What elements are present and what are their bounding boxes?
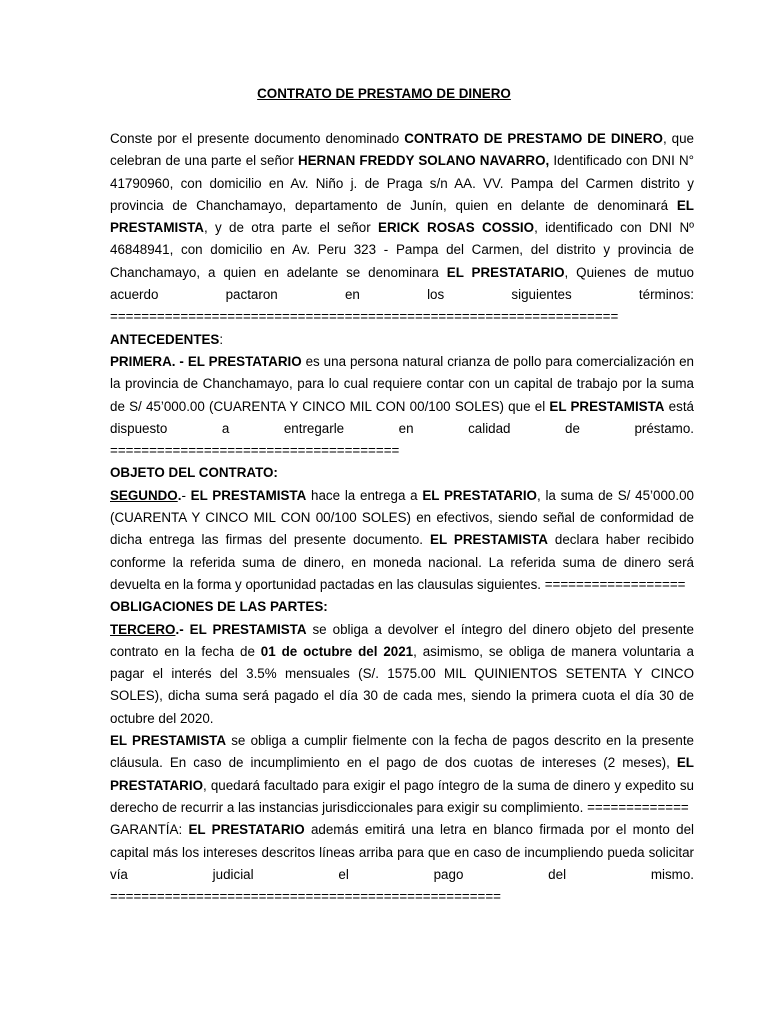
intro-paragraph: Conste por el presente documento denominado CONTRATO DE PRESTAMO DE DINERO, que celebran de una parte el señor HERNAN FREDDY SOLANO NAVARRO, Identificado con DNI N° 41790960, con domicilio en Av. Niño j. de Praga s/n AA. VV. Pampa del Carmen distrito y provincia de Chanchamayo, departamento de Junín, quien en delante de denominará EL PRESTAMISTA, y de otra parte el señor ERICK ROSAS COSSIO, identificado con DNI Nº 46848941, con domicilio en Av. Peru 323 - Pampa del Carmen, del distrito y provincia de Chanchamayo, a quien en adelante se denominara EL PRESTATARIO, Quienes de mutuo acuerdo pactaron en los siguientes términos: [110, 131, 695, 303]
separator-line: ===================================== [110, 443, 400, 459]
clause-tercero-continued: EL PRESTAMISTA se obliga a cumplir fielmente con la fecha de pagos descrito en la presente cláusula. En caso de incumplimiento en el pago de dos cuotas de intereses (2 meses), EL PRESTATARIO, quedará facultado para exigir el pago íntegro de la suma de dinero y expedito su derecho de recurrir a las instancias jurisdiccionales para exigir su complimiento. ============= [110, 733, 694, 815]
clause-garantia: GARANTÍA: EL PRESTATARIO además emitirá una letra en blanco firmada por el monto del capital más los intereses descritos líneas arriba para que en caso de incumpliendo pueda solicitar vía judicial el pago del mismo. [110, 822, 694, 882]
separator-line: ================================================== [110, 889, 501, 905]
document-body [110, 128, 694, 908]
document-title: CONTRATO DE PRESTAMO DE DINERO [257, 86, 511, 101]
antecedentes-heading: ANTECEDENTES: [110, 331, 224, 347]
clause-tercero: TERCERO.- EL PRESTAMISTA se obliga a devolver el íntegro del dinero objeto del presente contrato en la fecha de 01 de octubre del 2021, asimismo, se obliga de manera voluntaria a pagar el interés del 3.5% mensuales (S/. 1575.00 MIL QUINIENTOS SETENTA Y CINCO SOLES), dicha suma será pagado el día 30 de cada mes, siendo la primera cuota el día 30 de octubre del 2020. [110, 621, 694, 726]
clause-segundo: SEGUNDO.- EL PRESTAMISTA hace la entrega a EL PRESTATARIO, la suma de S/ 45’000.00 (CUARENTA Y CINCO MIL CON 00/100 SOLES) en efectivos, siendo señal de conformidad de dicha entrega las firmas del presente documento. EL PRESTAMISTA declara haber recibido conforme la referida suma de dinero, en moneda nacional. La referida suma de dinero será devuelta en la forma y oportunidad pactadas en las clausulas siguientes. ================== [110, 487, 694, 592]
clause-primera: PRIMERA. - EL PRESTATARIO es una persona natural crianza de pollo para comercialización en la provincia de Chanchamayo, para lo cual requiere contar con un capital de trabajo por la suma de S/ 45’000.00 (CUARENTA Y CINCO MIL CON 00/100 SOLES) que el EL PRESTAMISTA está dispuesto a entregarle en calidad de préstamo. [110, 353, 694, 436]
obligaciones-heading: OBLIGACIONES DE LAS PARTES: [110, 599, 328, 615]
objeto-heading: OBJETO DEL CONTRATO: [110, 465, 278, 481]
separator-line: ================================================================= [110, 309, 619, 325]
